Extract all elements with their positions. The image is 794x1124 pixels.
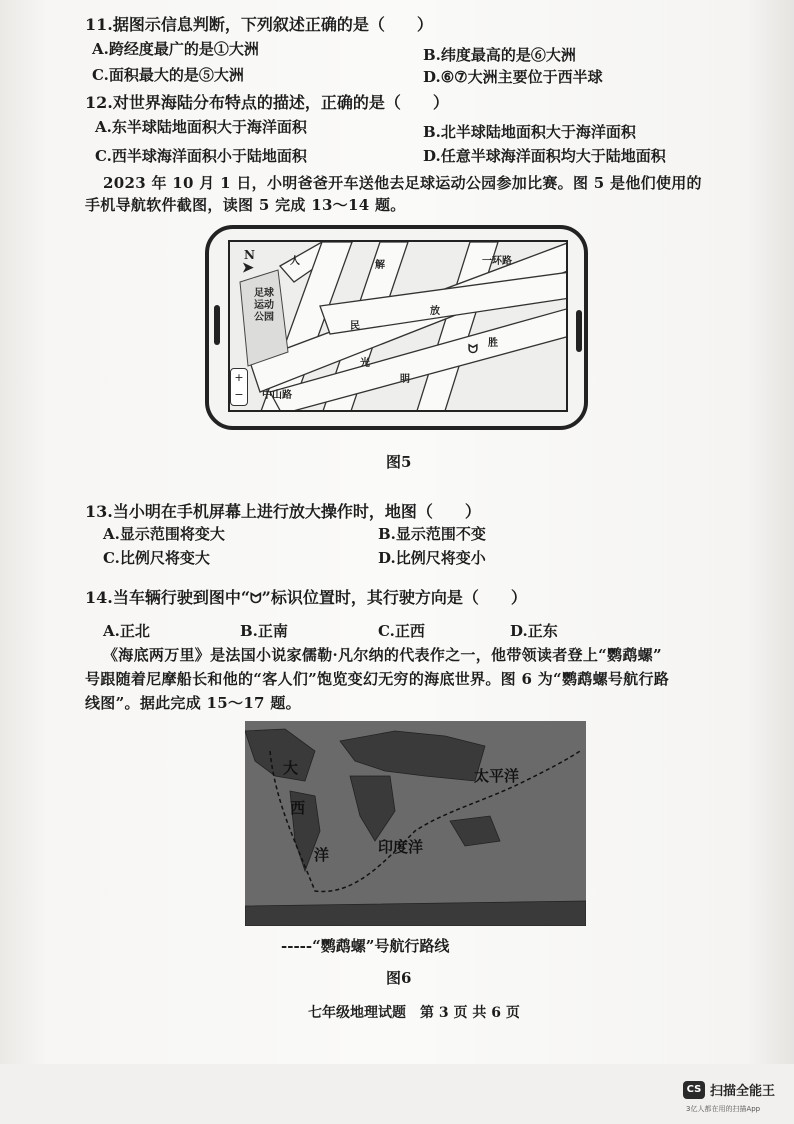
road-label-ren: 人 [290, 256, 300, 267]
q14-stem-head: 14.当车辆行驶到图中“ [85, 588, 251, 607]
q11-option-b: B.纬度最高的是⑥大洲 [423, 46, 576, 64]
figure5-caption: 图5 [386, 453, 412, 471]
atlantic-label-da: 大 [283, 759, 299, 777]
zoom-out-icon: − [234, 388, 244, 401]
q11-stem: 11.据图示信息判断，下列叙述正确的是（ ） [85, 15, 433, 34]
zoom-control [230, 368, 248, 406]
figure6-caption: 图6 [386, 969, 412, 987]
q12-stem: 12.对世界海陆分布特点的描述，正确的是（ ） [85, 93, 449, 112]
road-label-min: 民 [350, 321, 360, 332]
intro-15-line3: 线图”。据此完成 15～17 题。 [85, 694, 301, 712]
camscanner-logo-icon: CS [683, 1081, 705, 1099]
world-map-graphic [245, 721, 586, 926]
figure6-legend [281, 935, 449, 956]
q13-stem: 13.当小明在手机屏幕上进行放大操作时，地图（ ） [85, 502, 481, 521]
road-xingxing [416, 242, 498, 412]
marker-symbol-icon: ᗢ [250, 591, 262, 607]
north-arrow-icon: ➤ [242, 260, 254, 276]
legend-text: “鹦鹉螺”号航行路线 [312, 937, 450, 955]
q14-option-c: C.正西 [378, 622, 425, 640]
q12-option-d: D.任意半球海洋面积均大于陆地面积 [423, 147, 666, 165]
zoom-in-icon: + [234, 371, 244, 384]
road-label-fang: 放 [430, 306, 440, 317]
q12-option-c: C.西半球海洋面积小于陆地面积 [95, 147, 307, 165]
pacific-label: 太平洋 [474, 767, 520, 785]
road-label-sheng: 胜 [488, 338, 498, 349]
legend-dash-line: ----- [281, 937, 313, 955]
phone-side-button-left [214, 305, 220, 345]
park-label: 足球运动公园 [254, 288, 274, 323]
atlantic-label-yang: 洋 [314, 846, 330, 864]
road-label-jie: 解 [375, 260, 385, 271]
road-label-guang: 光 [360, 358, 370, 369]
q14-option-d: D.正东 [510, 622, 558, 640]
watermark-subtitle: 3亿人都在用的扫描App [686, 1105, 761, 1113]
watermark-brand: 扫描全能王 [710, 1084, 776, 1099]
q14-stem-tail: ”标识位置时，其行驶方向是（ ） [261, 588, 527, 607]
atlantic-label-xi: 西 [290, 799, 306, 817]
q11-option-c: C.面积最大的是⑤大洲 [92, 66, 244, 84]
q13-option-c: C.比例尺将变大 [103, 549, 210, 567]
intro-15-line2: 号跟随着尼摩船长和他的“客人们”饱览变幻无穷的海底世界。图 6 为“鹦鹉螺号航行路 [85, 670, 670, 688]
q13-option-d: D.比例尺将变小 [378, 549, 486, 567]
q14-stem [85, 585, 527, 608]
q14-option-b: B.正南 [240, 622, 288, 640]
intro-13-line2: 手机导航软件截图，读图 5 完成 13～14 题。 [85, 196, 406, 214]
q14-option-a: A.正北 [103, 622, 150, 640]
navigation-map-screen [228, 240, 568, 412]
page-footer: 七年级地理试题 第 3 页 共 6 页 [308, 1005, 520, 1021]
q13-option-a: A.显示范围将变大 [103, 525, 225, 543]
road-label-huanlu: 一环路 [482, 256, 512, 267]
q12-option-a: A.东半球陆地面积大于海洋面积 [95, 118, 307, 136]
nautilus-route-map [245, 721, 586, 926]
indian-ocean-label: 印度洋 [378, 838, 424, 856]
q11-option-d: D.⑥⑦大洲主要位于西半球 [423, 68, 603, 86]
q13-option-b: B.显示范围不变 [378, 525, 486, 543]
road-label-zhongshan: 中山路 [262, 390, 292, 401]
q12-option-b: B.北半球陆地面积大于海洋面积 [423, 123, 636, 141]
north-arrow-label: N [244, 248, 255, 262]
intro-13-line1: 2023 年 10 月 1 日，小明爸爸开车送他去足球运动公园参加比赛。图 5 是他们使用的 [103, 174, 702, 192]
car-position-marker-icon: ᗢ [468, 342, 478, 356]
road-label-ming: 明 [400, 374, 410, 385]
intro-15-line1: 《海底两万里》是法国小说家儒勒·凡尔纳的代表作之一，他带领读者登上“鹦鹉螺” [103, 646, 662, 664]
phone-side-button-right [576, 310, 582, 352]
q11-option-a: A.跨经度最广的是①大洲 [92, 40, 259, 58]
